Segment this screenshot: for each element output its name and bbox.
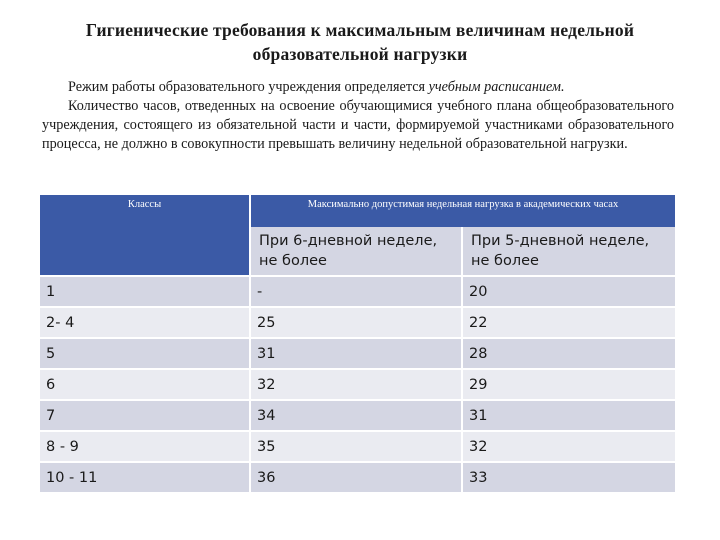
intro-paragraph-1 [42,78,674,97]
cell-5-day: 33 [462,462,675,492]
cell-6-day: - [250,276,462,307]
cell-6-day: 31 [250,338,462,369]
intro-text [42,78,674,154]
table-row [40,369,675,400]
page-title [40,18,680,66]
page-title-line-2: образовательной нагрузки [252,44,468,64]
cell-grade: 2- 4 [40,307,250,338]
cell-6-day: 25 [250,307,462,338]
cell-5-day: 28 [462,338,675,369]
cell-grade: 7 [40,400,250,431]
table-row [40,431,675,462]
table-row [40,338,675,369]
header-max-load: Максимально допустимая недельная нагрузка в академических часах [250,195,675,227]
cell-grade: 8 - 9 [40,431,250,462]
intro-paragraph-1-emphasis: учебным расписанием. [428,79,565,95]
cell-grade: 10 - 11 [40,462,250,492]
intro-paragraph-2: Количество часов, отведенных на освоение обучающимися учебного плана общеобразовательного учреждения, состоящего из обязательной части и части, формируемой участниками образовательного процесса, не должно в совокупности превышать величину недельной образовательной нагрузки. [42,98,674,152]
intro-paragraph-1-text: Режим работы образовательного учреждения определяется [68,79,429,95]
cell-5-day: 29 [462,369,675,400]
cell-6-day: 32 [250,369,462,400]
weekly-load-table [40,195,675,492]
subheader-6-day: При 6-дневной неделе, не более [250,227,462,276]
cell-5-day: 20 [462,276,675,307]
table-row [40,307,675,338]
cell-grade: 1 [40,276,250,307]
header-classes: Классы [40,195,250,276]
cell-grade: 6 [40,369,250,400]
table-row [40,462,675,492]
cell-grade: 5 [40,338,250,369]
cell-6-day: 34 [250,400,462,431]
table-row [40,400,675,431]
subheader-5-day: При 5-дневной неделе, не более [462,227,675,276]
cell-5-day: 31 [462,400,675,431]
cell-6-day: 35 [250,431,462,462]
cell-5-day: 22 [462,307,675,338]
cell-5-day: 32 [462,431,675,462]
page-title-line-1: Гигиенические требования к максимальным величинам недельной [85,20,635,40]
table-row [40,276,675,307]
cell-6-day: 36 [250,462,462,492]
